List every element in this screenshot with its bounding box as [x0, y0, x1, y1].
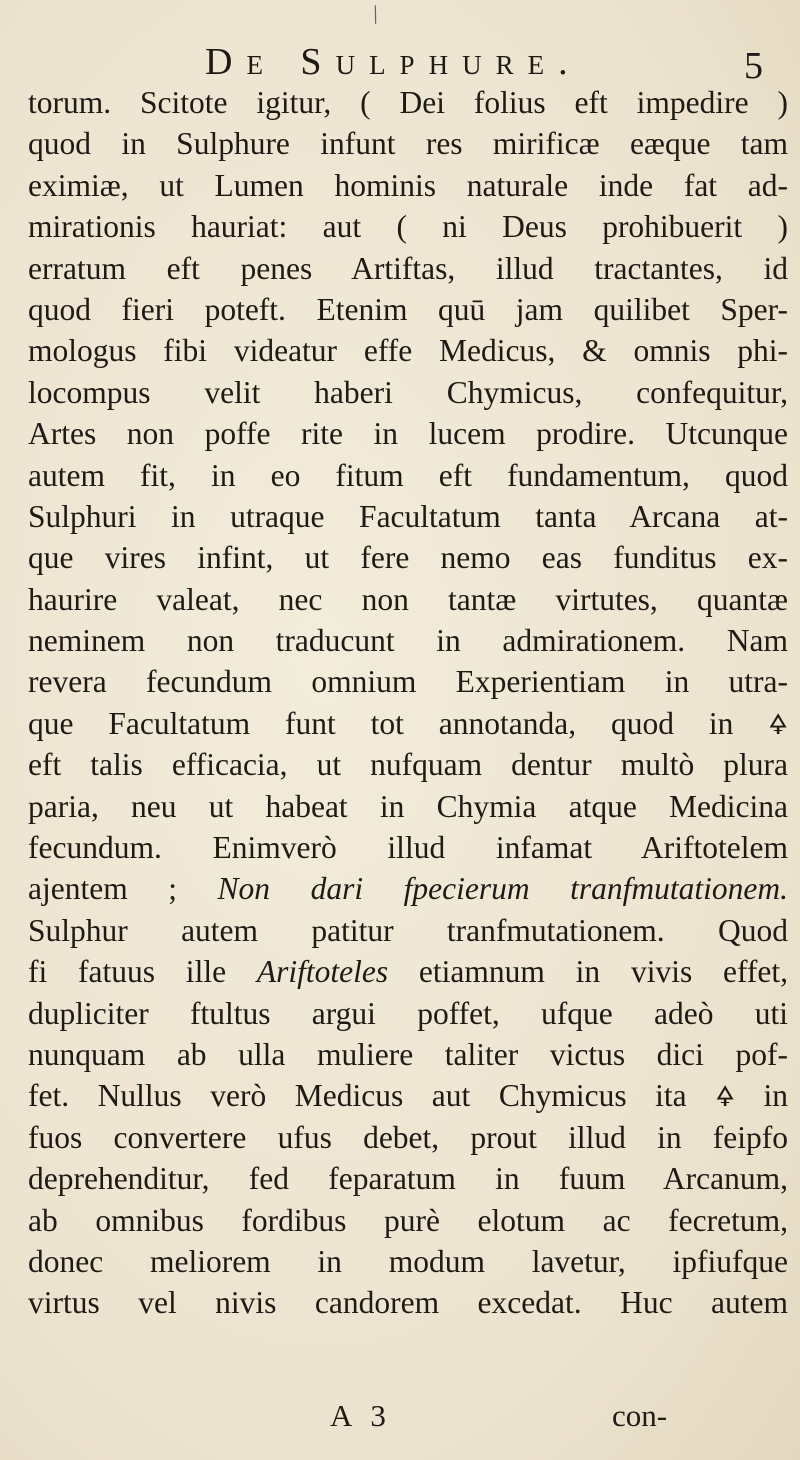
catchword: con-: [612, 1398, 668, 1433]
body-text: [28, 82, 788, 1324]
sulphur-symbol-icon: 🜍: [768, 709, 788, 741]
text-line: fecundum. Enimverò illud infamat Ariftotelem: [28, 830, 788, 866]
signature-mark: A 3: [330, 1398, 392, 1433]
text-line: quod in Sulphure infunt res mirificæ eæque tam: [28, 126, 788, 162]
text-line: [28, 1075, 788, 1116]
ink-mark: /: [367, 0, 384, 30]
text-line: Artes non poffe rite in lucem prodire. Utcunque: [28, 416, 788, 452]
text-line: que vires infint, ut fere nemo eas funditus ex-: [28, 540, 788, 576]
running-head: De Sulphure.: [205, 41, 582, 83]
text-line: haurire valeat, nec non tantæ virtutes, quantæ: [28, 581, 788, 617]
text-line: fuos convertere ufus debet, prout illud in feipfo: [28, 1119, 788, 1155]
text-line: mirationis hauriat: aut ( ni Deus prohibuerit ): [28, 209, 788, 245]
text-line: donec meliorem in modum lavetur, ipfiufque: [28, 1243, 788, 1279]
text-line: ab omnibus fordibus purè elotum ac fecretum,: [28, 1202, 788, 1238]
text-line: mologus fibi videatur effe Medicus, & omnis phi-: [28, 333, 788, 369]
text-line: revera fecundum omnium Experientiam in utra-: [28, 664, 788, 700]
line-text: que Facultatum funt tot annotanda, quod in: [28, 705, 734, 741]
page-number: 5: [744, 45, 763, 87]
text-line: deprehenditur, fed feparatum in fuum Arcanum,: [28, 1161, 788, 1197]
line-text: fi fatuus ille: [28, 954, 227, 990]
text-line: erratum eft penes Artiftas, illud tractantes, id: [28, 250, 788, 286]
aristotle-name: Ariftoteles: [256, 954, 389, 990]
text-line: dupliciter ftultus argui poffet, ufque adeò uti: [28, 995, 788, 1031]
text-line: nunquam ab ulla muliere taliter victus dici pof-: [28, 1036, 788, 1072]
line-text: in: [763, 1078, 789, 1114]
text-line: virtus vel nivis candorem excedat. Huc autem: [28, 1285, 788, 1321]
text-line: Sulphuri in utraque Facultatum tanta Arcana at-: [28, 498, 788, 534]
text-line: autem fit, in eo fitum eft fundamentum, quod: [28, 457, 788, 493]
text-line: paria, neu ut habeat in Chymia atque Medicina: [28, 788, 788, 824]
text-line: neminem non traducunt in admirationem. Nam: [28, 623, 788, 659]
text-line: eximiæ, ut Lumen hominis naturale inde fat ad-: [28, 167, 788, 203]
text-line: [28, 703, 788, 744]
line-text: ajentem ;: [28, 871, 177, 907]
text-line: eft talis efficacia, ut nufquam dentur multò plura: [28, 747, 788, 783]
sulphur-symbol-icon: 🜍: [715, 1082, 735, 1114]
text-line: quod fieri poteft. Etenim quū jam quilibet Sper-: [28, 291, 788, 327]
line-text: etiamnum in vivis effet,: [418, 954, 789, 990]
text-line: torum. Scitote igitur, ( Dei folius eft impedire ): [28, 85, 788, 120]
text-line: Sulphur autem patitur tranfmutationem. Quod: [28, 912, 788, 948]
aristotle-quotation: Non dari fpecierum tranfmutationem.: [217, 871, 789, 907]
text-line: [28, 951, 788, 992]
line-text: fet. Nullus verò Medicus aut Chymicus ita: [28, 1078, 687, 1114]
text-line: [28, 868, 788, 909]
page-footer: [0, 1398, 800, 1442]
text-line: locompus velit haberi Chymicus, confequitur,: [28, 374, 788, 410]
